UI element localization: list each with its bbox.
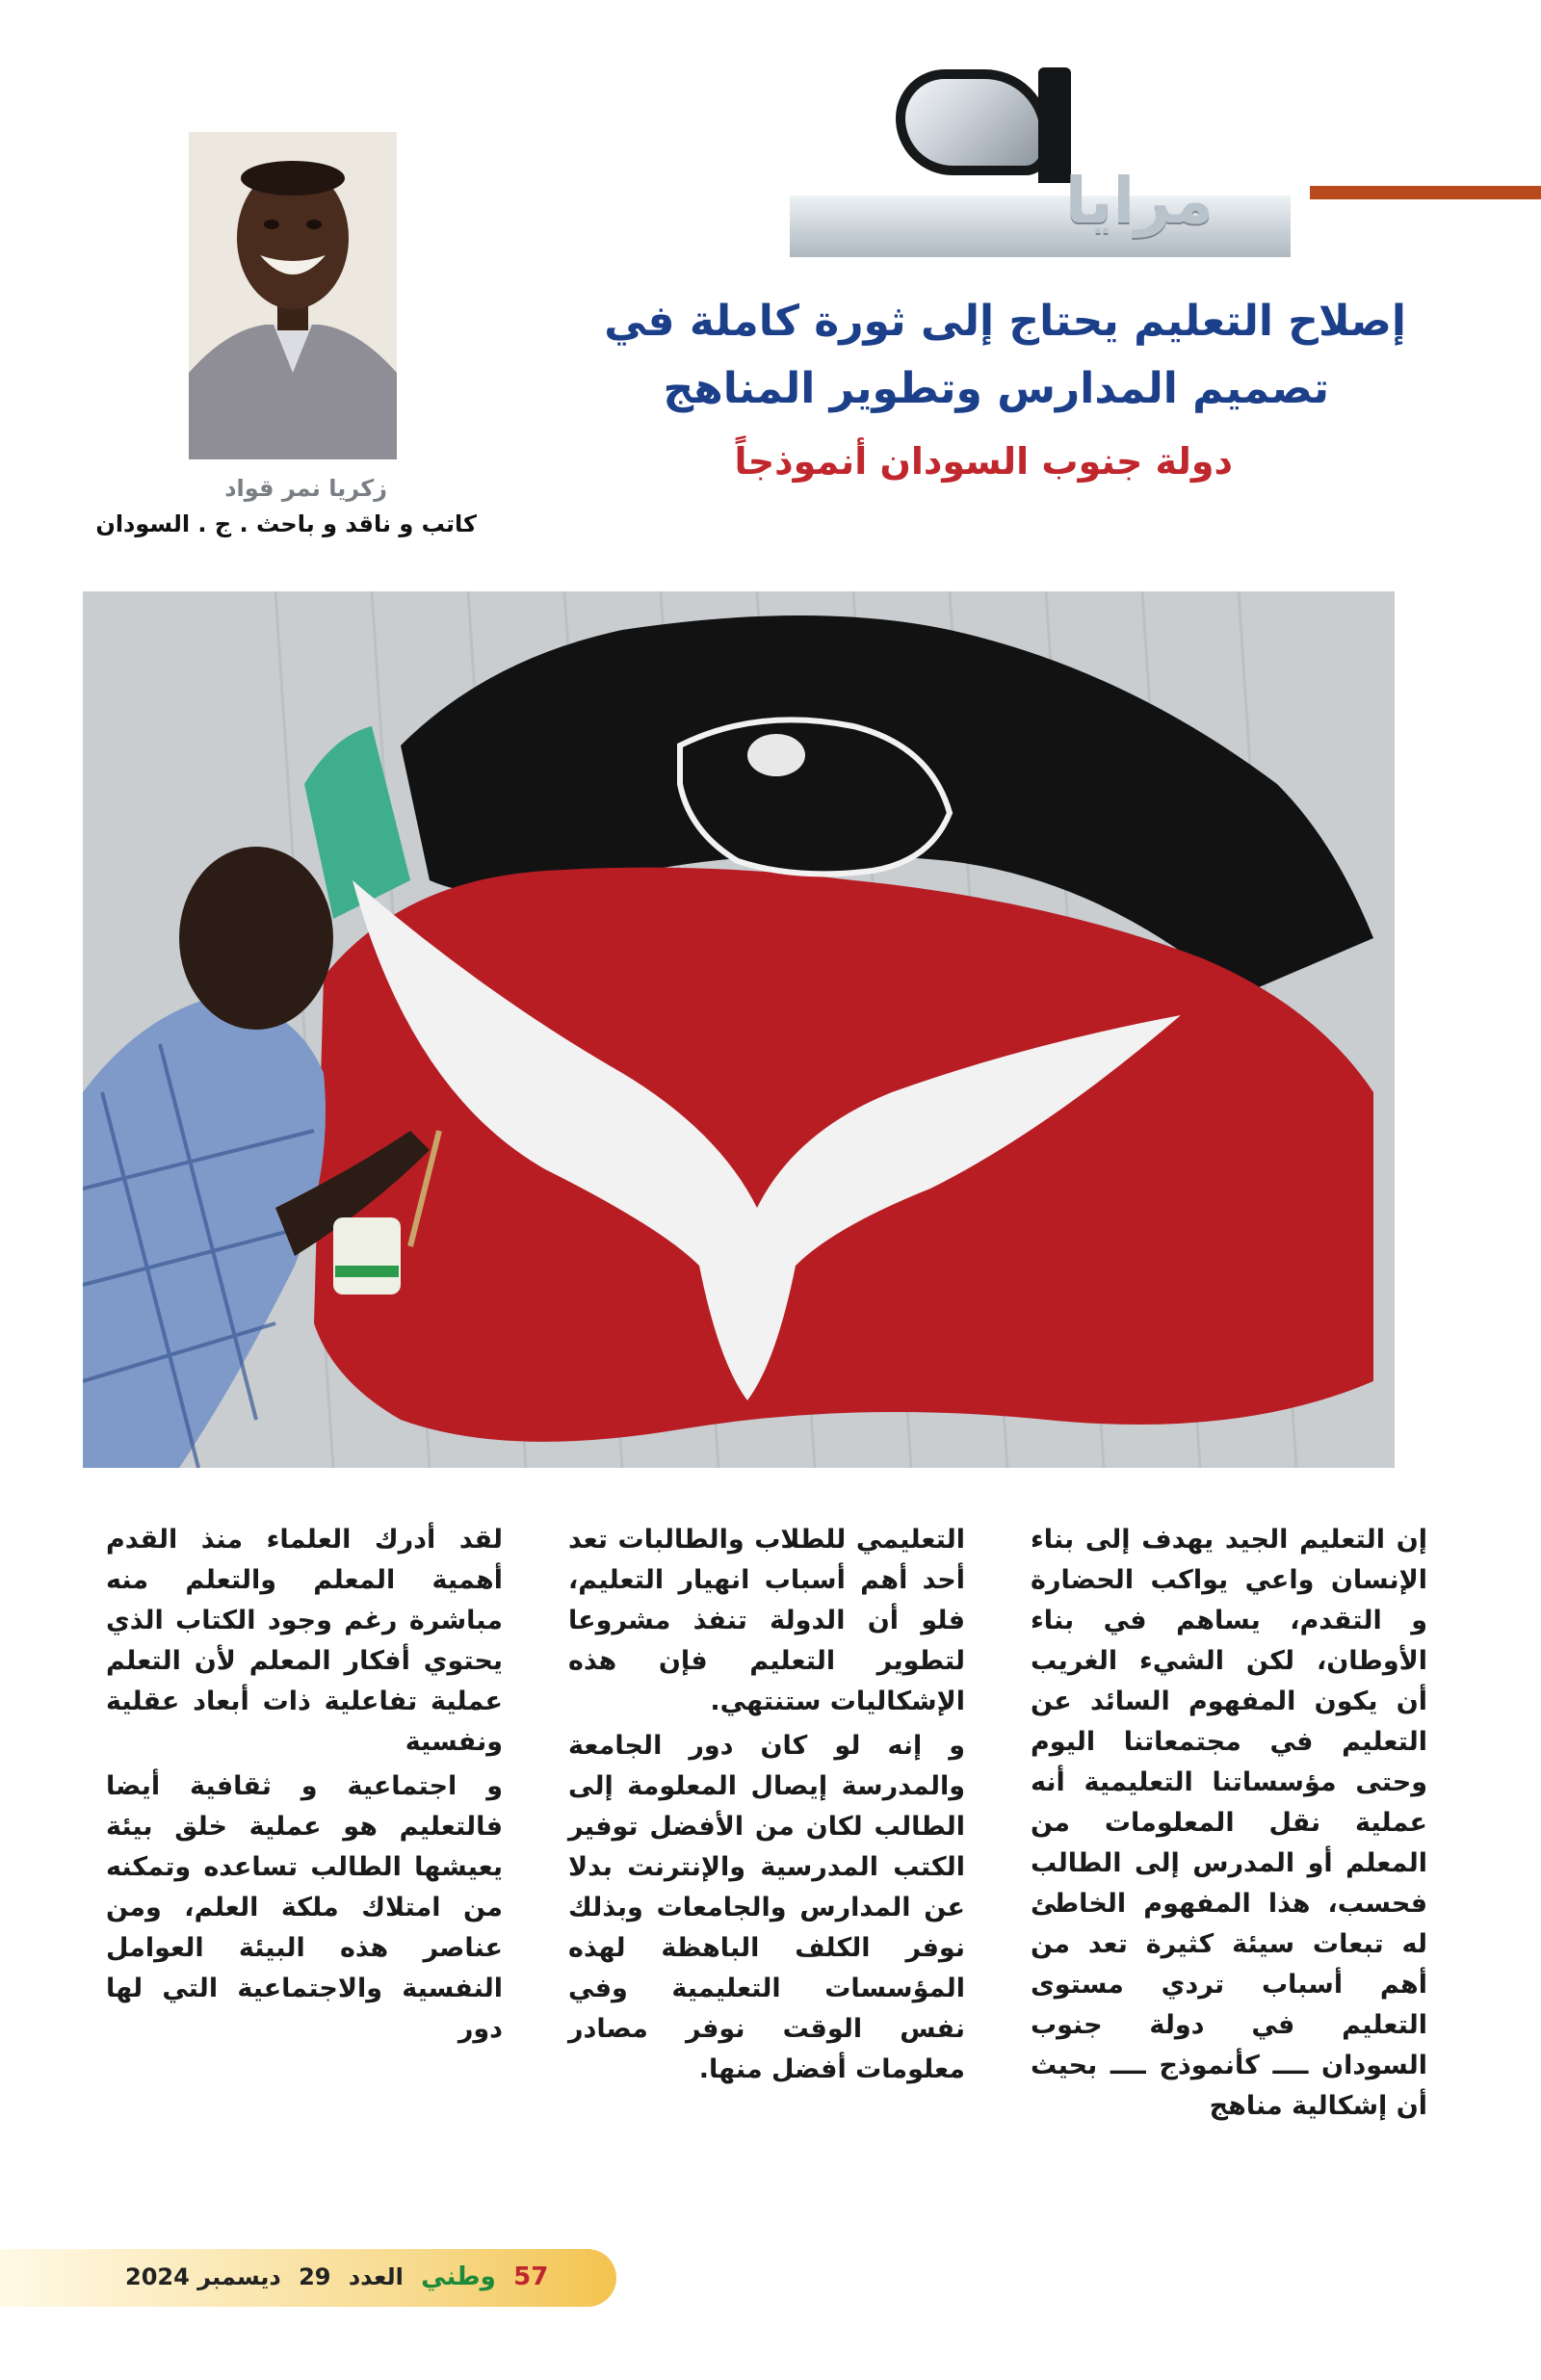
headline-line-1: إصلاح التعليم يحتاج إلى ثورة كاملة في bbox=[604, 297, 1406, 346]
article-paragraph: إن التعليم الجيد يهدف إلى بناء الإنسان واعي يواكب الحضارة و التقدم، يساهم في بناء الأوطان، لكن الشيء الغريب أن يكون المفهوم السائد عن التعليم في مجتمعاتنا اليوم وحتى مؤسساتنا التعليمية أنه عملية نقل المعلومات من المعلم أو المدرس إلى الطالب فحسب، هذا المفهوم الخاطئ له تبعات سيئة كثيرة تعد من أهم أسباب تردي مستوى التعليم في دولة جنوب السودان ــــ كأنموذج ــــ بحيث أن إشكالية مناهج bbox=[1031, 1525, 1427, 2121]
section-header bbox=[770, 58, 1541, 238]
footer-info bbox=[116, 2262, 548, 2291]
section-title: مرايا bbox=[1064, 164, 1214, 238]
article-paragraph: و إنه لو كان دور الجامعة والمدرسة إيصال المعلومة إلى الطالب لكان من الأفضل توفير الكتب المدرسية والإنترنت بدلا عن المدارس والجامعات وبذلك نوفر الكلف الباهظة لهذه المؤسسات التعليمية وفي نفس الوقت نوفر مصادر معلومات أفضل منها. bbox=[568, 1731, 965, 2084]
article-column-middle bbox=[568, 1520, 965, 2094]
header-accent-line bbox=[1310, 186, 1541, 199]
article-paragraph: و اجتماعية و ثقافية أيضا فالتعليم هو عملية خلق بيئة يعيشها الطالب تساعده وتمكنه من امتلاك ملكة العلم، ومن عناصر هذه البيئة العوامل النفسية والاجتماعية التي لها دور bbox=[106, 1771, 503, 2044]
article-column-right bbox=[1031, 1520, 1427, 2131]
article-paragraph: التعليمي للطلاب والطالبات تعد أحد أهم أسباب انهيار التعليم، فلو أن الدولة تنفذ مشروعا لتطوير التعليم فإن هذه الإشكاليات ستنتهي. bbox=[568, 1525, 965, 1716]
issue-label: العدد bbox=[348, 2263, 404, 2290]
article-paragraph: لقد أدرك العلماء منذ القدم أهمية المعلم والتعلم منه مباشرة رغم وجود الكتاب الذي يحتوي أفكار المعلم لأن التعلم عملية تفاعلية ذات أبعاد عقلية ونفسية bbox=[106, 1525, 503, 1757]
issue-number: 29 bbox=[299, 2263, 331, 2290]
mirror-icon bbox=[896, 69, 1050, 175]
author-name: زكريا نمر قواد bbox=[224, 475, 387, 502]
magazine-name: وطني bbox=[421, 2262, 496, 2291]
author-photo bbox=[189, 132, 397, 459]
mural-photo bbox=[83, 591, 1395, 1468]
issue-date: ديسمبر 2024 bbox=[125, 2263, 281, 2290]
subheadline: دولة جنوب السودان أنموذجاً bbox=[734, 440, 1233, 483]
article-column-left bbox=[106, 1520, 503, 2053]
header-strip bbox=[790, 193, 1291, 257]
author-bio: كاتب و ناقد و باحث . ج . السودان bbox=[95, 510, 477, 537]
page-number: 57 bbox=[513, 2262, 549, 2291]
headline-line-2: تصميم المدارس وتطوير المناهج bbox=[663, 364, 1329, 413]
